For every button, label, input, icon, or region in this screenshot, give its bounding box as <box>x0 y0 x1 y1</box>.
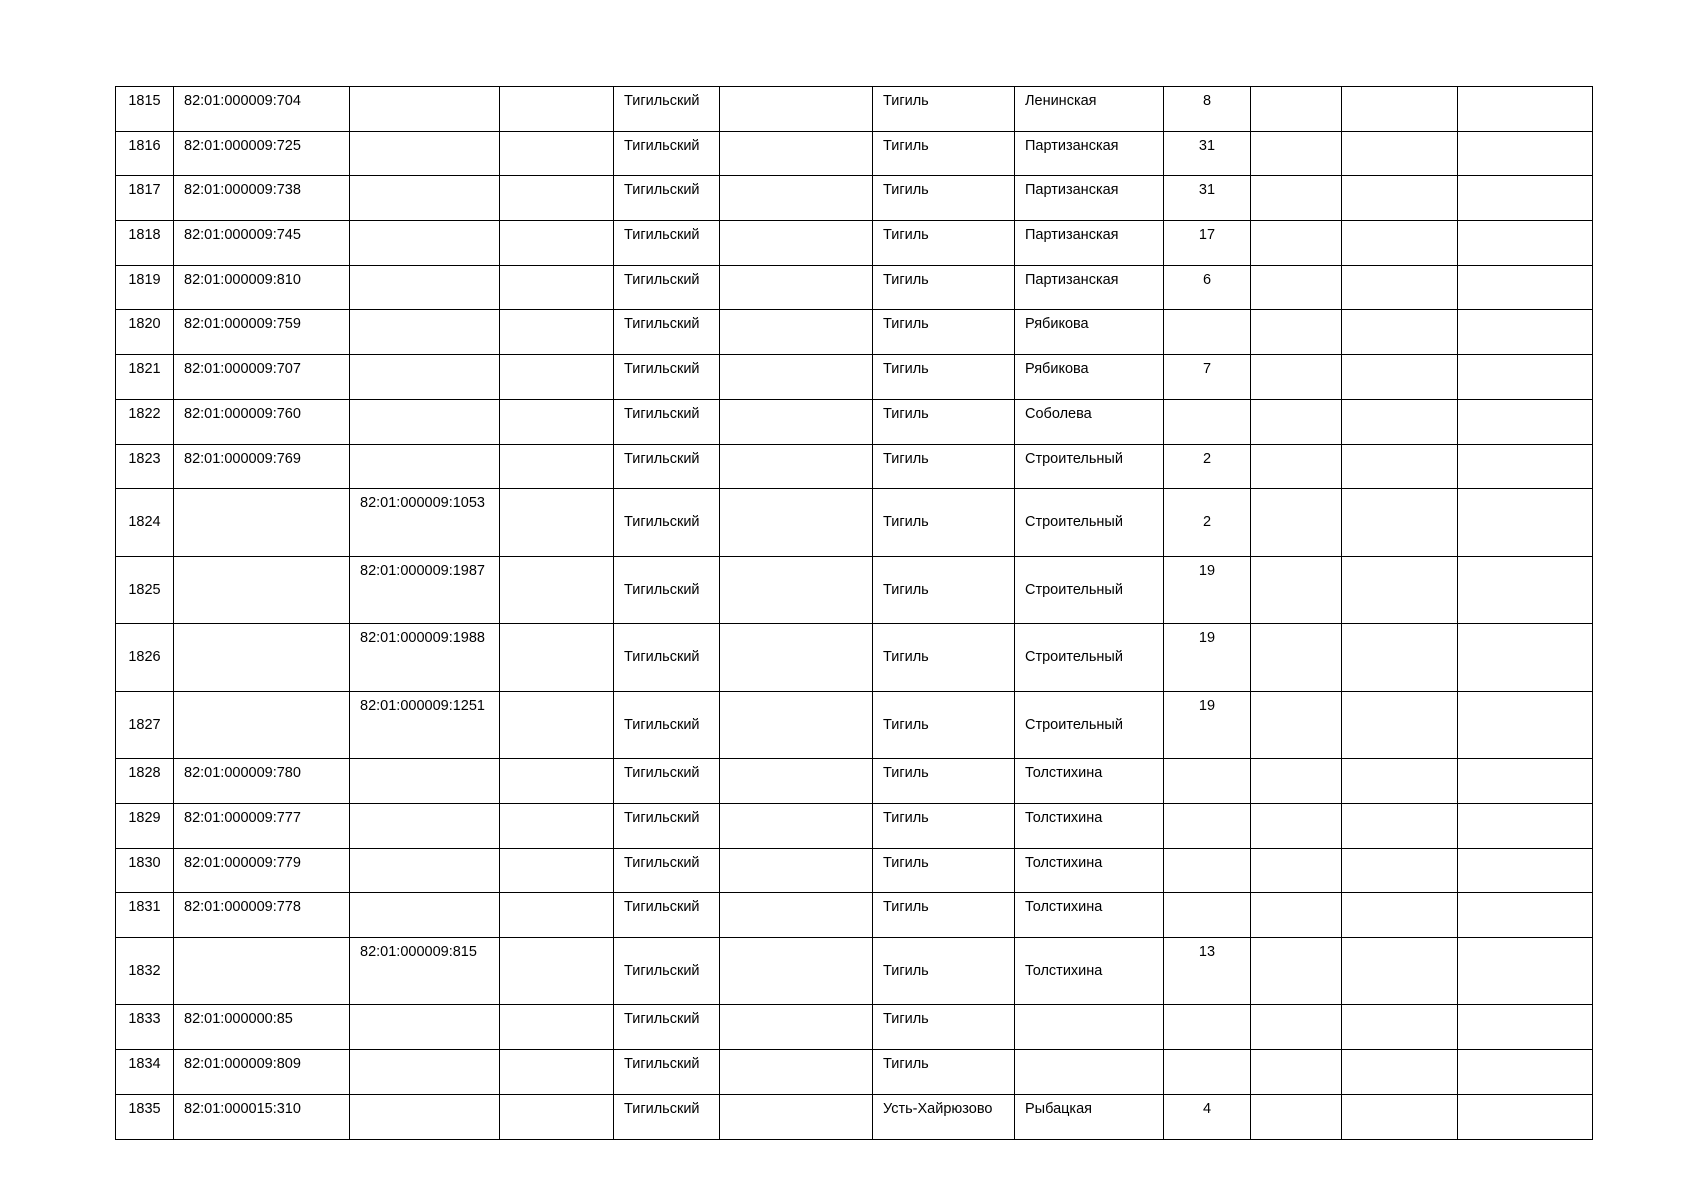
empty-cell <box>1251 489 1342 557</box>
empty-cell <box>1342 624 1458 692</box>
empty-cell <box>1251 759 1342 804</box>
table-row <box>116 310 1593 355</box>
street-cell: Рябикова <box>1015 355 1164 400</box>
empty-cell <box>1342 489 1458 557</box>
row-number-cell: 1828 <box>116 759 174 804</box>
cadastral-number-cell: 82:01:000009:745 <box>174 221 350 266</box>
district-cell: Тигильский <box>614 1005 720 1050</box>
related-cadastral-number-cell <box>350 87 500 132</box>
empty-cell <box>1458 691 1593 759</box>
empty-cell <box>500 848 614 893</box>
empty-cell <box>1251 1094 1342 1139</box>
empty-cell <box>1458 556 1593 624</box>
cadastral-number-cell: 82:01:000009:759 <box>174 310 350 355</box>
district-cell: Тигильский <box>614 265 720 310</box>
empty-cell <box>1251 310 1342 355</box>
district-cell: Тигильский <box>614 87 720 132</box>
row-number-cell: 1827 <box>116 691 174 759</box>
table-row <box>116 1005 1593 1050</box>
cadastral-number-cell: 82:01:000009:778 <box>174 893 350 938</box>
empty-cell <box>500 691 614 759</box>
house-number-cell: 31 <box>1164 176 1251 221</box>
settlement-cell: Усть-Хайрюзово <box>873 1094 1015 1139</box>
district-cell: Тигильский <box>614 556 720 624</box>
empty-cell <box>720 176 873 221</box>
empty-cell <box>500 1005 614 1050</box>
settlement-cell: Тигиль <box>873 937 1015 1005</box>
row-number-cell: 1832 <box>116 937 174 1005</box>
table-row <box>116 691 1593 759</box>
empty-cell <box>500 489 614 557</box>
street-cell: Рябикова <box>1015 310 1164 355</box>
district-cell: Тигильский <box>614 848 720 893</box>
house-number-cell: 17 <box>1164 221 1251 266</box>
house-number-cell <box>1164 803 1251 848</box>
empty-cell <box>1251 87 1342 132</box>
empty-cell <box>1251 355 1342 400</box>
district-cell: Тигильский <box>614 803 720 848</box>
cadastral-number-cell: 82:01:000009:810 <box>174 265 350 310</box>
empty-cell <box>500 444 614 489</box>
related-cadastral-number-cell <box>350 265 500 310</box>
settlement-cell: Тигиль <box>873 265 1015 310</box>
table-row <box>116 176 1593 221</box>
settlement-cell: Тигиль <box>873 131 1015 176</box>
empty-cell <box>500 1094 614 1139</box>
district-cell: Тигильский <box>614 444 720 489</box>
table-row <box>116 87 1593 132</box>
empty-cell <box>1458 131 1593 176</box>
empty-cell <box>500 399 614 444</box>
empty-cell <box>500 176 614 221</box>
cadastral-number-cell <box>174 556 350 624</box>
row-number-cell: 1823 <box>116 444 174 489</box>
empty-cell <box>1251 399 1342 444</box>
empty-cell <box>500 221 614 266</box>
empty-cell <box>1251 1005 1342 1050</box>
registry-table <box>115 86 1593 1140</box>
house-number-cell: 7 <box>1164 355 1251 400</box>
empty-cell <box>1342 803 1458 848</box>
street-cell: Толстихина <box>1015 893 1164 938</box>
empty-cell <box>1251 691 1342 759</box>
table-row <box>116 624 1593 692</box>
cadastral-number-cell <box>174 489 350 557</box>
empty-cell <box>720 556 873 624</box>
settlement-cell: Тигиль <box>873 399 1015 444</box>
empty-cell <box>1458 1005 1593 1050</box>
empty-cell <box>1251 131 1342 176</box>
street-cell: Ленинская <box>1015 87 1164 132</box>
related-cadastral-number-cell <box>350 759 500 804</box>
settlement-cell: Тигиль <box>873 691 1015 759</box>
related-cadastral-number-cell <box>350 310 500 355</box>
empty-cell <box>1251 556 1342 624</box>
empty-cell <box>720 624 873 692</box>
table-row <box>116 221 1593 266</box>
district-cell: Тигильский <box>614 176 720 221</box>
house-number-cell <box>1164 399 1251 444</box>
table-row <box>116 355 1593 400</box>
row-number-cell: 1816 <box>116 131 174 176</box>
empty-cell <box>1458 759 1593 804</box>
house-number-cell: 2 <box>1164 444 1251 489</box>
settlement-cell: Тигиль <box>873 176 1015 221</box>
related-cadastral-number-cell <box>350 444 500 489</box>
empty-cell <box>1251 1050 1342 1095</box>
empty-cell <box>720 310 873 355</box>
empty-cell <box>1458 489 1593 557</box>
empty-cell <box>1342 556 1458 624</box>
settlement-cell: Тигиль <box>873 221 1015 266</box>
row-number-cell: 1825 <box>116 556 174 624</box>
cadastral-number-cell: 82:01:000009:738 <box>174 176 350 221</box>
related-cadastral-number-cell <box>350 355 500 400</box>
cadastral-number-cell: 82:01:000009:809 <box>174 1050 350 1095</box>
empty-cell <box>1342 399 1458 444</box>
district-cell: Тигильский <box>614 355 720 400</box>
street-cell <box>1015 1050 1164 1095</box>
empty-cell <box>1251 624 1342 692</box>
house-number-cell <box>1164 848 1251 893</box>
settlement-cell: Тигиль <box>873 556 1015 624</box>
empty-cell <box>1458 1094 1593 1139</box>
empty-cell <box>720 399 873 444</box>
empty-cell <box>720 691 873 759</box>
settlement-cell: Тигиль <box>873 310 1015 355</box>
related-cadastral-number-cell <box>350 399 500 444</box>
street-cell <box>1015 1005 1164 1050</box>
table-row <box>116 1050 1593 1095</box>
empty-cell <box>1251 221 1342 266</box>
related-cadastral-number-cell <box>350 131 500 176</box>
street-cell: Партизанская <box>1015 221 1164 266</box>
cadastral-number-cell: 82:01:000009:779 <box>174 848 350 893</box>
table-row <box>116 131 1593 176</box>
related-cadastral-number-cell <box>350 1094 500 1139</box>
table-row <box>116 444 1593 489</box>
row-number-cell: 1834 <box>116 1050 174 1095</box>
empty-cell <box>1458 87 1593 132</box>
table-row <box>116 265 1593 310</box>
empty-cell <box>1342 1005 1458 1050</box>
district-cell: Тигильский <box>614 937 720 1005</box>
row-number-cell: 1826 <box>116 624 174 692</box>
cadastral-number-cell: 82:01:000009:780 <box>174 759 350 804</box>
settlement-cell: Тигиль <box>873 803 1015 848</box>
settlement-cell: Тигиль <box>873 489 1015 557</box>
empty-cell <box>720 87 873 132</box>
related-cadastral-number-cell: 82:01:000009:1053 <box>350 489 500 557</box>
empty-cell <box>500 87 614 132</box>
empty-cell <box>720 893 873 938</box>
cadastral-number-cell: 82:01:000009:769 <box>174 444 350 489</box>
street-cell: Толстихина <box>1015 759 1164 804</box>
related-cadastral-number-cell: 82:01:000009:1987 <box>350 556 500 624</box>
empty-cell <box>720 803 873 848</box>
empty-cell <box>1458 221 1593 266</box>
empty-cell <box>1458 444 1593 489</box>
empty-cell <box>500 131 614 176</box>
empty-cell <box>500 803 614 848</box>
empty-cell <box>1251 937 1342 1005</box>
empty-cell <box>500 624 614 692</box>
street-cell: Строительный <box>1015 444 1164 489</box>
empty-cell <box>1251 444 1342 489</box>
empty-cell <box>720 848 873 893</box>
settlement-cell: Тигиль <box>873 759 1015 804</box>
empty-cell <box>1342 355 1458 400</box>
table-row <box>116 848 1593 893</box>
settlement-cell: Тигиль <box>873 355 1015 400</box>
house-number-cell: 13 <box>1164 937 1251 1005</box>
empty-cell <box>720 444 873 489</box>
empty-cell <box>720 489 873 557</box>
house-number-cell: 8 <box>1164 87 1251 132</box>
empty-cell <box>720 1094 873 1139</box>
empty-cell <box>1342 176 1458 221</box>
street-cell: Строительный <box>1015 489 1164 557</box>
row-number-cell: 1829 <box>116 803 174 848</box>
empty-cell <box>1342 1094 1458 1139</box>
empty-cell <box>1458 1050 1593 1095</box>
empty-cell <box>500 556 614 624</box>
row-number-cell: 1819 <box>116 265 174 310</box>
cadastral-number-cell: 82:01:000009:725 <box>174 131 350 176</box>
empty-cell <box>1251 893 1342 938</box>
related-cadastral-number-cell <box>350 803 500 848</box>
empty-cell <box>720 131 873 176</box>
house-number-cell <box>1164 1005 1251 1050</box>
settlement-cell: Тигиль <box>873 848 1015 893</box>
empty-cell <box>1458 310 1593 355</box>
settlement-cell: Тигиль <box>873 893 1015 938</box>
cadastral-number-cell <box>174 624 350 692</box>
related-cadastral-number-cell <box>350 176 500 221</box>
settlement-cell: Тигиль <box>873 1050 1015 1095</box>
related-cadastral-number-cell <box>350 848 500 893</box>
table-row <box>116 803 1593 848</box>
district-cell: Тигильский <box>614 221 720 266</box>
cadastral-number-cell: 82:01:000015:310 <box>174 1094 350 1139</box>
cadastral-number-cell: 82:01:000009:777 <box>174 803 350 848</box>
empty-cell <box>720 759 873 804</box>
street-cell: Толстихина <box>1015 803 1164 848</box>
cadastral-number-cell: 82:01:000000:85 <box>174 1005 350 1050</box>
table-row <box>116 893 1593 938</box>
district-cell: Тигильский <box>614 131 720 176</box>
street-cell: Строительный <box>1015 624 1164 692</box>
street-cell: Соболева <box>1015 399 1164 444</box>
cadastral-number-cell <box>174 937 350 1005</box>
empty-cell <box>1251 176 1342 221</box>
empty-cell <box>720 265 873 310</box>
empty-cell <box>500 1050 614 1095</box>
empty-cell <box>500 310 614 355</box>
empty-cell <box>500 937 614 1005</box>
cadastral-number-cell: 82:01:000009:707 <box>174 355 350 400</box>
empty-cell <box>500 355 614 400</box>
row-number-cell: 1831 <box>116 893 174 938</box>
empty-cell <box>1342 848 1458 893</box>
empty-cell <box>1458 803 1593 848</box>
empty-cell <box>1342 937 1458 1005</box>
empty-cell <box>1342 131 1458 176</box>
district-cell: Тигильский <box>614 399 720 444</box>
table-row <box>116 556 1593 624</box>
empty-cell <box>1458 937 1593 1005</box>
related-cadastral-number-cell: 82:01:000009:1988 <box>350 624 500 692</box>
house-number-cell: 6 <box>1164 265 1251 310</box>
empty-cell <box>720 937 873 1005</box>
district-cell: Тигильский <box>614 1050 720 1095</box>
cadastral-number-cell <box>174 691 350 759</box>
empty-cell <box>1342 444 1458 489</box>
empty-cell <box>500 265 614 310</box>
empty-cell <box>720 355 873 400</box>
related-cadastral-number-cell <box>350 1050 500 1095</box>
empty-cell <box>1458 399 1593 444</box>
empty-cell <box>1251 265 1342 310</box>
empty-cell <box>500 759 614 804</box>
district-cell: Тигильский <box>614 310 720 355</box>
house-number-cell <box>1164 759 1251 804</box>
street-cell: Партизанская <box>1015 176 1164 221</box>
house-number-cell <box>1164 310 1251 355</box>
house-number-cell <box>1164 1050 1251 1095</box>
row-number-cell: 1835 <box>116 1094 174 1139</box>
row-number-cell: 1815 <box>116 87 174 132</box>
house-number-cell: 19 <box>1164 691 1251 759</box>
empty-cell <box>1458 355 1593 400</box>
street-cell: Толстихина <box>1015 848 1164 893</box>
table-row <box>116 489 1593 557</box>
empty-cell <box>1342 87 1458 132</box>
table-row <box>116 759 1593 804</box>
empty-cell <box>720 1005 873 1050</box>
district-cell: Тигильский <box>614 691 720 759</box>
table-row <box>116 399 1593 444</box>
row-number-cell: 1833 <box>116 1005 174 1050</box>
district-cell: Тигильский <box>614 759 720 804</box>
settlement-cell: Тигиль <box>873 87 1015 132</box>
house-number-cell: 4 <box>1164 1094 1251 1139</box>
related-cadastral-number-cell <box>350 1005 500 1050</box>
empty-cell <box>1458 176 1593 221</box>
row-number-cell: 1818 <box>116 221 174 266</box>
empty-cell <box>720 1050 873 1095</box>
row-number-cell: 1820 <box>116 310 174 355</box>
empty-cell <box>500 893 614 938</box>
street-cell: Партизанская <box>1015 131 1164 176</box>
table-row <box>116 937 1593 1005</box>
empty-cell <box>1458 848 1593 893</box>
row-number-cell: 1824 <box>116 489 174 557</box>
empty-cell <box>1458 265 1593 310</box>
cadastral-number-cell: 82:01:000009:760 <box>174 399 350 444</box>
row-number-cell: 1830 <box>116 848 174 893</box>
street-cell: Партизанская <box>1015 265 1164 310</box>
empty-cell <box>1342 221 1458 266</box>
empty-cell <box>1458 624 1593 692</box>
empty-cell <box>1251 803 1342 848</box>
empty-cell <box>720 221 873 266</box>
settlement-cell: Тигиль <box>873 444 1015 489</box>
house-number-cell <box>1164 893 1251 938</box>
related-cadastral-number-cell <box>350 893 500 938</box>
district-cell: Тигильский <box>614 893 720 938</box>
empty-cell <box>1342 691 1458 759</box>
related-cadastral-number-cell: 82:01:000009:815 <box>350 937 500 1005</box>
empty-cell <box>1342 759 1458 804</box>
cadastral-number-cell: 82:01:000009:704 <box>174 87 350 132</box>
street-cell: Толстихина <box>1015 937 1164 1005</box>
settlement-cell: Тигиль <box>873 1005 1015 1050</box>
related-cadastral-number-cell: 82:01:000009:1251 <box>350 691 500 759</box>
row-number-cell: 1817 <box>116 176 174 221</box>
empty-cell <box>1342 310 1458 355</box>
empty-cell <box>1458 893 1593 938</box>
empty-cell <box>1251 848 1342 893</box>
district-cell: Тигильский <box>614 1094 720 1139</box>
row-number-cell: 1822 <box>116 399 174 444</box>
related-cadastral-number-cell <box>350 221 500 266</box>
street-cell: Строительный <box>1015 556 1164 624</box>
empty-cell <box>1342 893 1458 938</box>
row-number-cell: 1821 <box>116 355 174 400</box>
district-cell: Тигильский <box>614 489 720 557</box>
house-number-cell: 19 <box>1164 624 1251 692</box>
district-cell: Тигильский <box>614 624 720 692</box>
settlement-cell: Тигиль <box>873 624 1015 692</box>
house-number-cell: 31 <box>1164 131 1251 176</box>
house-number-cell: 19 <box>1164 556 1251 624</box>
street-cell: Строительный <box>1015 691 1164 759</box>
house-number-cell: 2 <box>1164 489 1251 557</box>
street-cell: Рыбацкая <box>1015 1094 1164 1139</box>
empty-cell <box>1342 265 1458 310</box>
empty-cell <box>1342 1050 1458 1095</box>
table-row <box>116 1094 1593 1139</box>
